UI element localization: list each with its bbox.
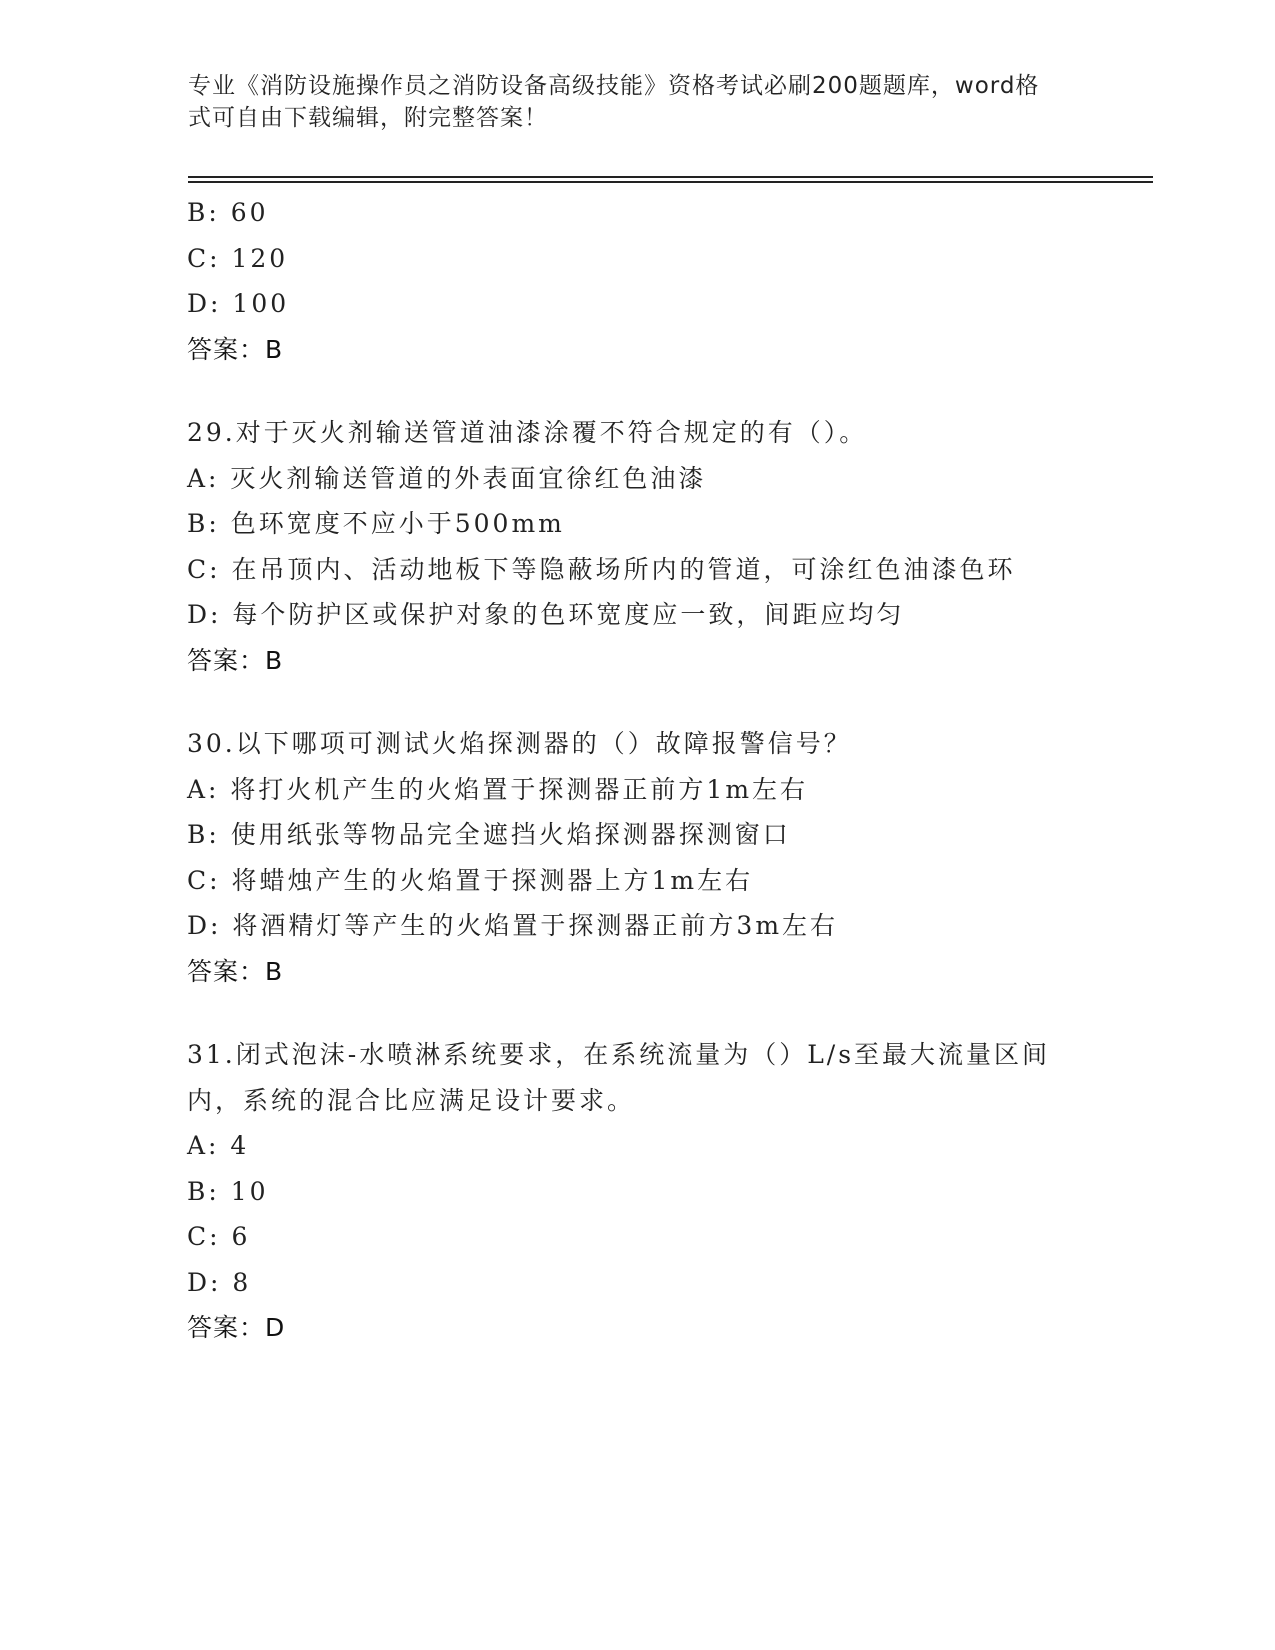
question-29-option-b: B: 色环宽度不应小于500mm [187,509,565,538]
question-30-stem: 30.以下哪项可测试火焰探测器的（）故障报警信号？ [187,729,852,758]
question-30-option-a: A: 将打火机产生的火焰置于探测器正前方1m左右 [187,774,809,804]
question-content [187,190,1087,1351]
option-c: C: 120 [187,243,289,273]
header-divider-top [188,176,1153,178]
header-divider-bottom [188,181,1153,183]
question-31-option-c: C: 6 [187,1222,251,1251]
question-29-block [187,410,1087,683]
question-29-option-a: A: 灭火剂输送管道的外表面宜徐红色油漆 [187,463,707,493]
question-31-block [187,1032,1087,1351]
question-31-option-d: D: 8 [187,1267,252,1297]
question-30-option-d: D: 将酒精灯等产生的火焰置于探测器正前方3m左右 [187,911,839,940]
question-31-stem: 31.闭式泡沫-水喷淋系统要求，在系统流量为（）L/s至最大流量区间 内，系统的混合比应满足设计要求。 [187,1040,1051,1115]
previous-question-block [187,190,1087,372]
option-d: D: 100 [187,289,290,318]
question-31-option-b: B: 10 [187,1176,269,1206]
question-31-answer: 答案：D [187,1313,286,1342]
question-30-answer: 答案：B [187,956,284,986]
option-b: B: 60 [187,198,269,227]
answer-label: 答案：B [187,334,284,364]
document-header-title: 专业《消防设施操作员之消防设备高级技能》资格考试必刷200题题库，word格 式可自由下载编辑，附完整答案！ [188,73,1040,131]
question-31-option-a: A: 4 [187,1131,250,1160]
question-spacing [187,372,1087,410]
question-spacing [187,683,1087,721]
question-29-stem: 29.对于灭火剂输送管道油漆涂覆不符合规定的有（）。 [187,418,868,447]
question-29-option-c: C: 在吊顶内、活动地板下等隐蔽场所内的管道，可涂红色油漆色环 [187,554,1016,584]
question-30-option-c: C: 将蜡烛产生的火焰置于探测器上方1m左右 [187,865,754,895]
question-spacing [187,994,1087,1032]
question-29-answer: 答案：B [187,645,284,675]
question-29-option-d: D: 每个防护区或保护对象的色环宽度应一致，间距应均匀 [187,600,905,629]
question-30-block [187,721,1087,994]
question-30-option-b: B: 使用纸张等物品完全遮挡火焰探测器探测窗口 [187,820,791,849]
